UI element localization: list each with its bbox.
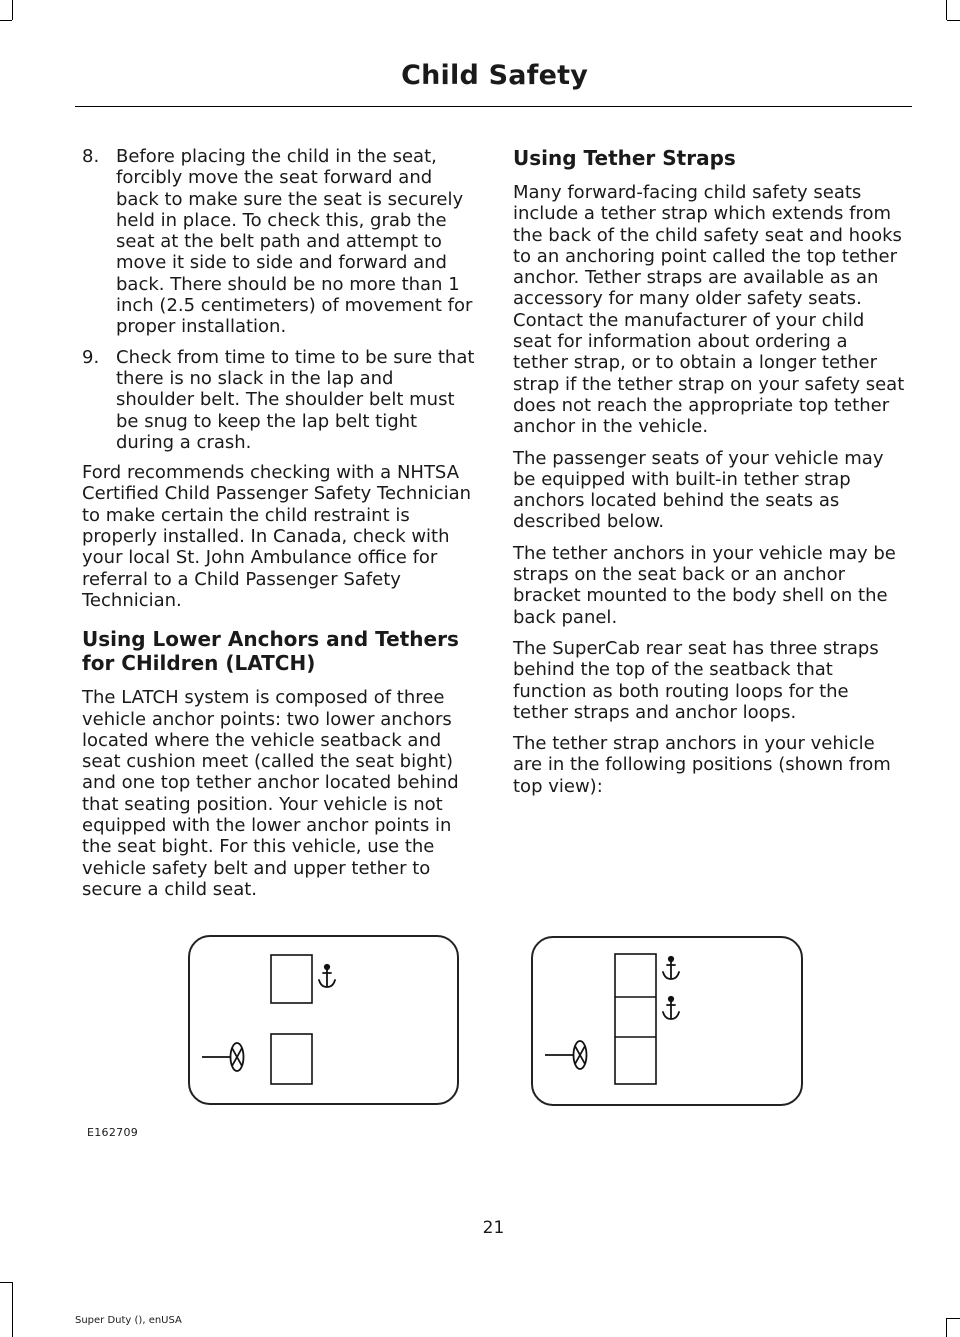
crop-mark (12, 0, 13, 20)
paragraph: The passenger seats of your vehicle may be equipped with built-in tether strap anchors located behind the seats as described below. (513, 447, 884, 533)
list-item (82, 146, 477, 338)
figure-supercab (531, 936, 803, 1106)
seat-layout-diagram (190, 937, 457, 1103)
seat (615, 954, 656, 1084)
anchor-icon (663, 957, 679, 979)
list-item-number: 9. (82, 346, 100, 368)
anchor-icon (319, 965, 335, 987)
figure-regular-cab (188, 935, 459, 1105)
heading-latch: Using Lower Anchors and Tethers for CHildren (LATCH) (82, 627, 459, 676)
crop-mark (946, 1318, 947, 1337)
crop-mark (947, 20, 960, 21)
left-column (82, 146, 477, 910)
crop-mark (12, 1282, 13, 1337)
crop-mark (947, 1318, 960, 1319)
steering-wheel-icon (574, 1041, 587, 1069)
crop-mark (0, 20, 12, 21)
seat (271, 955, 312, 1003)
paragraph: Many forward-facing child safety seats include a tether strap which extends from the back of the child safety seat and hooks to an anchoring point called the top tether anchor. Tether straps are available as an accessory for many older safety seats. Contact the manufacturer of your child seat for information about ordering a tether strap, or to obtain a longer tether strap if the tether strap on your safety seat does not reach the appropriate top tether anchor in the vehicle. (513, 182, 905, 438)
figure-code: E162709 (87, 1126, 139, 1139)
page-number: 21 (482, 1218, 505, 1238)
paragraph: The SuperCab rear seat has three straps behind the top of the seatback that function as both routing loops for the tether straps and anchor loops. (513, 637, 879, 723)
paragraph-recommendation: Ford recommends checking with a NHTSA Certified Child Passenger Safety Technician to make certain the child restraint is properly installed. In Canada, check with your local St. John Ambulance office for referral to a Child Passenger Safety Technician. (82, 462, 472, 611)
list-item-number: 8. (82, 146, 100, 167)
crop-mark (946, 0, 947, 20)
right-column (513, 146, 908, 807)
paragraph: The tether anchors in your vehicle may be straps on the seat back or an anchor bracket mounted to the body shell on the back panel. (513, 542, 896, 628)
paragraph: The tether strap anchors in your vehicle are in the following positions (shown from top view): (513, 733, 891, 797)
list-item-text: Check from time to time to be sure that there is no slack in the lap and shoulder belt. The shoulder belt must be snug to keep the lap belt tight during a crash. (116, 346, 475, 453)
header-divider (75, 106, 912, 107)
seat (271, 1034, 312, 1084)
list-item (82, 347, 477, 453)
list-item-text: Before placing the child in the seat, forcibly move the seat forward and back to make sure the seat is securely held in place. To check this, grab the seat at the belt path and attempt to move it side to side and forward and back. There should be no more than 1 inch (2.5 centimeters) of movement for proper installation. (116, 146, 473, 338)
crop-mark (0, 1282, 12, 1283)
section-title: Child Safety (401, 60, 588, 91)
footer-label: Super Duty (), enUSA (75, 1315, 182, 1326)
paragraph-latch: The LATCH system is composed of three vehicle anchor points: two lower anchors located where the vehicle seatback and seat cushion meet (called the seat bight) and one top tether anchor located behind that seating position. Your vehicle is not equipped with the lower anchor points in the seat bight. For this vehicle, use the vehicle safety belt and upper tether to secure a child seat. (82, 687, 459, 900)
anchor-icon (663, 997, 679, 1019)
steering-wheel-icon (231, 1043, 244, 1071)
heading-tether-straps: Using Tether Straps (513, 146, 736, 170)
seat-layout-diagram (533, 938, 801, 1104)
